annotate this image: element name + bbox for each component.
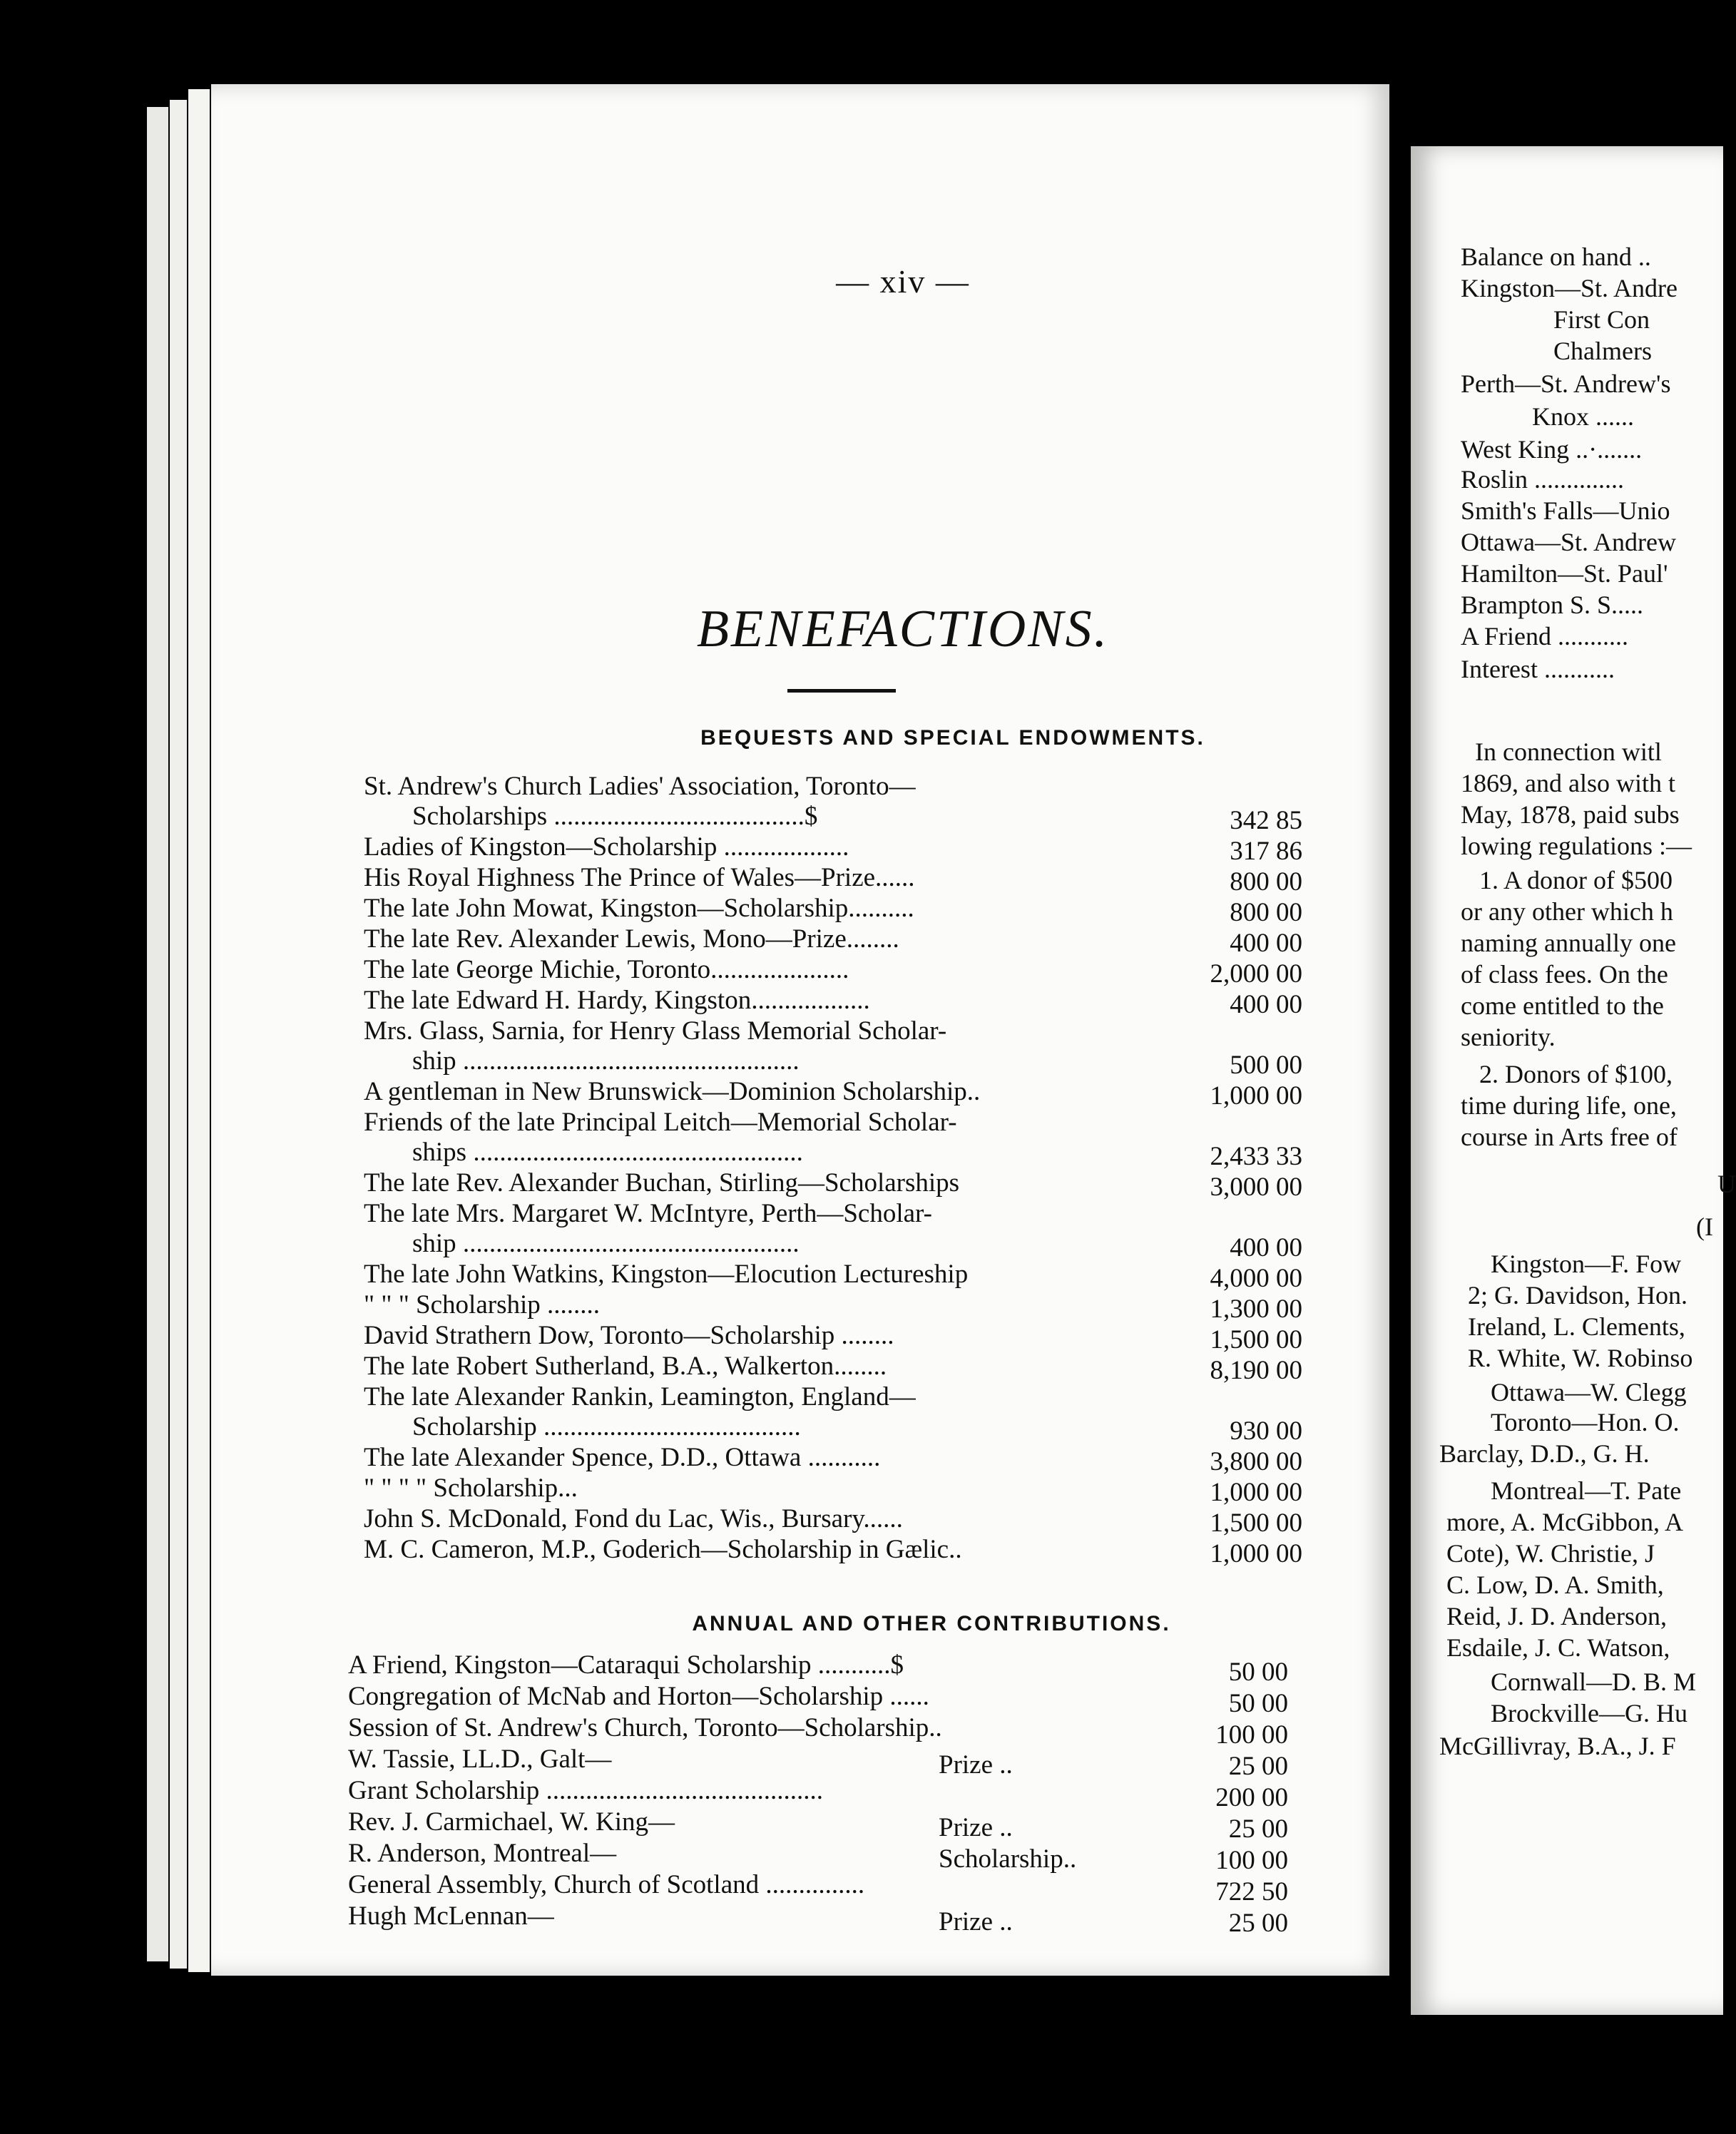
bequest-amount: 400 00	[1230, 929, 1302, 958]
right-page-line: Montreal—T. Pate	[1491, 1476, 1682, 1505]
bequest-amount: 8,190 00	[1210, 1356, 1302, 1385]
bequest-label: Mrs. Glass, Sarnia, for Henry Glass Memorial Scholar-	[364, 1016, 947, 1046]
bequest-amount: 1,000 00	[1210, 1478, 1302, 1507]
right-page-line: Toronto—Hon. O.	[1491, 1408, 1680, 1436]
bequest-label: A gentleman in New Brunswick—Dominion Scholarship..	[364, 1077, 981, 1106]
contribution-label: Congregation of McNab and Horton—Scholarship ......	[348, 1682, 929, 1711]
right-page-line: lowing regulations :—	[1461, 832, 1692, 860]
right-page-line: Smith's Falls—Unio	[1461, 496, 1670, 525]
page-title: BENEFACTIONS.	[696, 600, 1110, 658]
contribution-amount: 100 00	[1215, 1846, 1288, 1875]
contribution-amount: 50 00	[1228, 1689, 1288, 1718]
right-page-line: Kingston—F. Fow	[1491, 1250, 1682, 1278]
bequest-label: " " " " Scholarship...	[364, 1474, 578, 1503]
bequest-amount: 1,500 00	[1210, 1325, 1302, 1354]
bequest-label: Friends of the late Principal Leitch—Memorial Scholar-	[364, 1108, 957, 1137]
right-page-line: seniority.	[1461, 1023, 1556, 1051]
section-heading-bequests: BEQUESTS AND SPECIAL ENDOWMENTS.	[700, 726, 1205, 750]
bequest-label: The late Mrs. Margaret W. McIntyre, Perth—Scholar-	[364, 1199, 932, 1228]
bequest-label-continued: Scholarship .......................................	[412, 1412, 801, 1441]
right-page-line: time during life, one,	[1461, 1091, 1677, 1120]
bequest-label: " " " Scholarship ........	[364, 1290, 601, 1319]
page-stack-edge	[147, 107, 168, 1961]
right-page-line: course in Arts free of	[1461, 1123, 1678, 1151]
right-page-line: Brampton S. S.....	[1461, 591, 1644, 619]
right-page-line: 2; G. Davidson, Hon.	[1468, 1281, 1688, 1310]
contribution-amount: 200 00	[1215, 1783, 1288, 1812]
right-page-line: C. Low, D. A. Smith,	[1446, 1571, 1664, 1599]
bequest-amount: 400 00	[1230, 990, 1302, 1019]
bequest-amount: 3,000 00	[1210, 1173, 1302, 1202]
right-page-line: Hamilton—St. Paul'	[1461, 559, 1668, 588]
bequest-label: The late Robert Sutherland, B.A., Walkerton........	[364, 1352, 887, 1381]
right-page-line: or any other which h	[1461, 897, 1673, 926]
left-page	[211, 84, 1389, 1976]
page-stack-edge	[170, 100, 187, 1969]
bequest-amount: 342 85	[1230, 806, 1302, 835]
bequest-label: John S. McDonald, Fond du Lac, Wis., Bursary......	[364, 1504, 903, 1533]
right-page-line: of class fees. On the	[1461, 960, 1668, 989]
contribution-amount: 722 50	[1215, 1877, 1288, 1906]
right-page-line: Esdaile, J. C. Watson,	[1446, 1633, 1670, 1662]
right-page-line: Brockville—G. Hu	[1491, 1699, 1688, 1727]
right-page-line: Ireland, L. Clements,	[1468, 1312, 1685, 1341]
right-page-line: Interest ...........	[1461, 655, 1615, 683]
bequest-amount: 1,500 00	[1210, 1508, 1302, 1538]
contribution-label: A Friend, Kingston—Cataraqui Scholarship ...........$	[348, 1650, 904, 1680]
right-page-line: Kingston—St. Andre	[1461, 274, 1678, 302]
right-page-line: more, A. McGibbon, A	[1446, 1508, 1683, 1536]
right-page-line: 1869, and also with t	[1461, 769, 1675, 797]
bequest-amount: 2,000 00	[1210, 959, 1302, 989]
bequest-amount: 3,800 00	[1210, 1447, 1302, 1476]
bequest-label: David Strathern Dow, Toronto—Scholarship ........	[364, 1321, 894, 1350]
bequest-amount: 400 00	[1230, 1233, 1302, 1262]
right-page-line: Reid, J. D. Anderson,	[1446, 1602, 1667, 1630]
bequest-label: The late George Michie, Toronto.....................	[364, 955, 849, 984]
contribution-amount: 25 00	[1228, 1752, 1288, 1781]
right-page-line: West King ..·.......	[1461, 435, 1643, 464]
bequest-label: The late John Mowat, Kingston—Scholarship..........	[364, 894, 914, 923]
right-page-line: McGillivray, B.A., J. F	[1439, 1732, 1676, 1760]
right-page-line: Barclay, D.D., G. H.	[1439, 1439, 1650, 1468]
right-page-line: In connection witl	[1475, 737, 1662, 766]
bequest-label-continued: ship ...................................................	[412, 1229, 800, 1258]
title-rule	[787, 689, 896, 693]
right-page-line: (I	[1696, 1212, 1713, 1241]
section-heading-contributions: ANNUAL AND OTHER CONTRIBUTIONS.	[692, 1612, 1171, 1635]
right-page-line: A Friend ...........	[1461, 622, 1629, 650]
right-page-line: 1. A donor of $500	[1479, 866, 1673, 894]
right-page-line: Knox ......	[1532, 402, 1634, 431]
bequest-amount: 500 00	[1230, 1051, 1302, 1080]
bequest-label: Ladies of Kingston—Scholarship ...................	[364, 832, 849, 862]
contribution-amount: 25 00	[1228, 1814, 1288, 1844]
contribution-label: W. Tassie, LL.D., Galt—	[348, 1745, 612, 1774]
right-page-line: Perth—St. Andrew's	[1461, 369, 1671, 398]
bequest-amount: 4,000 00	[1210, 1264, 1302, 1293]
right-page-line: U	[1717, 1170, 1736, 1198]
bequest-amount: 1,000 00	[1210, 1081, 1302, 1111]
right-page-line: R. White, W. Robinso	[1468, 1344, 1693, 1372]
bequest-amount: 1,000 00	[1210, 1539, 1302, 1568]
right-page-line: Cornwall—D. B. M	[1491, 1668, 1696, 1696]
contribution-kind: Prize ..	[939, 1750, 1013, 1780]
bequest-amount: 317 86	[1230, 837, 1302, 866]
bequest-label: The late Alexander Spence, D.D., Ottawa ...........	[364, 1443, 881, 1472]
contribution-label: Session of St. Andrew's Church, Toronto—Scholarship..	[348, 1713, 942, 1742]
bequest-label: The late John Watkins, Kingston—Elocution Lectureship	[364, 1260, 969, 1289]
right-page-line: Roslin ..............	[1461, 465, 1625, 494]
bequest-amount: 800 00	[1230, 867, 1302, 897]
bequest-label: His Royal Highness The Prince of Wales—Prize......	[364, 863, 915, 892]
right-page-line: Chalmers	[1553, 337, 1652, 365]
right-page-line: come entitled to the	[1461, 991, 1664, 1020]
right-page-line: Cote), W. Christie, J	[1446, 1539, 1655, 1568]
contribution-label: Hugh McLennan—	[348, 1901, 554, 1931]
bequest-label: The late Edward H. Hardy, Kingston..................	[364, 986, 870, 1015]
contribution-amount: 50 00	[1228, 1658, 1288, 1687]
bequest-amount: 930 00	[1230, 1416, 1302, 1446]
right-page-line: 2. Donors of $100,	[1479, 1060, 1673, 1088]
right-page-line: First Con	[1553, 305, 1650, 334]
contribution-kind: Prize ..	[939, 1813, 1013, 1842]
bequest-label: The late Alexander Rankin, Leamington, England—	[364, 1382, 916, 1411]
contribution-amount: 25 00	[1228, 1909, 1288, 1938]
contribution-label: R. Anderson, Montreal—	[348, 1839, 617, 1868]
bequest-amount: 2,433 33	[1210, 1142, 1302, 1171]
bequest-label: The late Rev. Alexander Buchan, Stirling—Scholarships	[364, 1168, 960, 1198]
right-page-line: May, 1878, paid subs	[1461, 800, 1680, 829]
bequest-label: St. Andrew's Church Ladies' Association, Toronto—	[364, 772, 916, 801]
bequest-label-continued: ship ...................................................	[412, 1046, 800, 1076]
page-stack-edge	[188, 89, 210, 1972]
bequest-label: The late Rev. Alexander Lewis, Mono—Prize........	[364, 924, 899, 954]
bequest-label: M. C. Cameron, M.P., Goderich—Scholarship in Gælic..	[364, 1535, 962, 1564]
right-page	[1411, 146, 1736, 2015]
contribution-label: Grant Scholarship ..........................................	[348, 1776, 823, 1805]
contribution-label: General Assembly, Church of Scotland ...............	[348, 1870, 865, 1899]
bequest-label-continued: Scholarships ......................................$	[412, 802, 818, 831]
contribution-kind: Scholarship..	[939, 1844, 1077, 1874]
contribution-kind: Prize ..	[939, 1907, 1013, 1936]
bequest-amount: 800 00	[1230, 898, 1302, 927]
bequest-label-continued: ships ..................................................	[412, 1138, 803, 1167]
right-page-line: Balance on hand ..	[1461, 242, 1651, 271]
right-page-line: Ottawa—W. Clegg	[1491, 1378, 1687, 1406]
right-page-line: naming annually one	[1461, 929, 1676, 957]
bequest-amount: 1,300 00	[1210, 1295, 1302, 1324]
right-page-line: Ottawa—St. Andrew	[1461, 528, 1676, 556]
contribution-label: Rev. J. Carmichael, W. King—	[348, 1807, 675, 1837]
contribution-amount: 100 00	[1215, 1720, 1288, 1750]
page-number: — xiv —	[836, 263, 970, 300]
